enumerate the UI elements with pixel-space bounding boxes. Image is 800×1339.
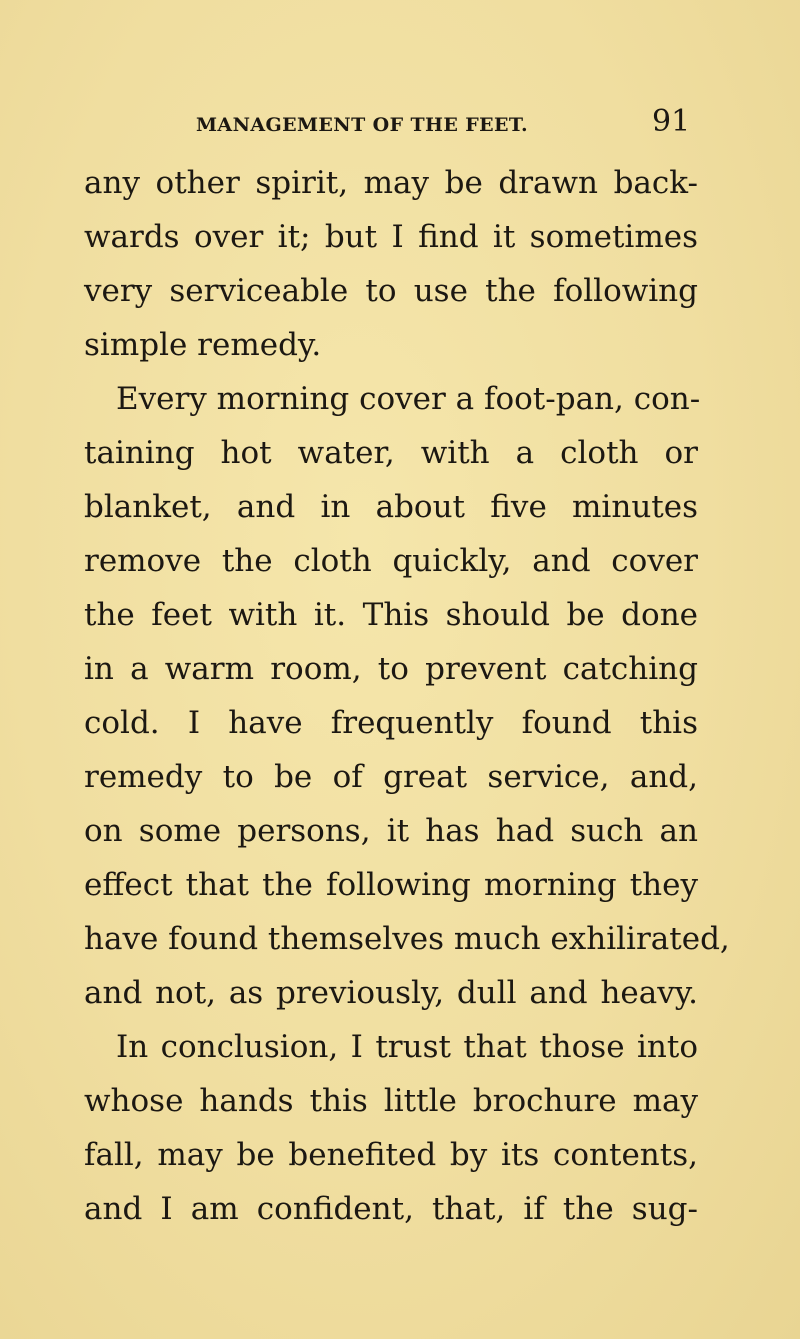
text-line: remedy to be of great service, and, (84, 759, 698, 795)
text-line: on some persons, it has had such an (84, 813, 698, 849)
text-line: whose hands this little brochure may (84, 1083, 698, 1119)
running-title: MANAGEMENT OF THE FEET. (196, 114, 529, 136)
text-line: the feet with it. This should be done (84, 597, 698, 633)
text-line: wards over it; but I find it sometimes (84, 219, 698, 255)
page-number: 91 (652, 104, 691, 139)
text-line: simple remedy. (84, 327, 322, 363)
text-line: taining hot water, with a cloth or (84, 435, 698, 471)
text-line: very serviceable to use the following (84, 273, 698, 309)
text-line: cold. I have frequently found this (84, 705, 698, 741)
text-line: and not, as previously, dull and heavy. (84, 975, 698, 1011)
running-head (0, 104, 800, 144)
text-line: in a warm room, to prevent catching (84, 651, 698, 687)
text-line: blanket, and in about five minutes (84, 489, 698, 525)
text-line: In conclusion, I trust that those into (116, 1029, 698, 1065)
text-line: Every morning cover a foot-pan, con- (116, 381, 701, 417)
text-line: remove the cloth quickly, and cover (84, 543, 698, 579)
text-line: and I am confident, that, if the sug- (84, 1191, 698, 1227)
text-line: fall, may be benefited by its contents, (84, 1137, 698, 1173)
text-line: have found themselves much exhilirated, (84, 921, 730, 957)
text-line: any other spirit, may be drawn back- (84, 165, 698, 201)
text-line: effect that the following morning they (84, 867, 698, 903)
